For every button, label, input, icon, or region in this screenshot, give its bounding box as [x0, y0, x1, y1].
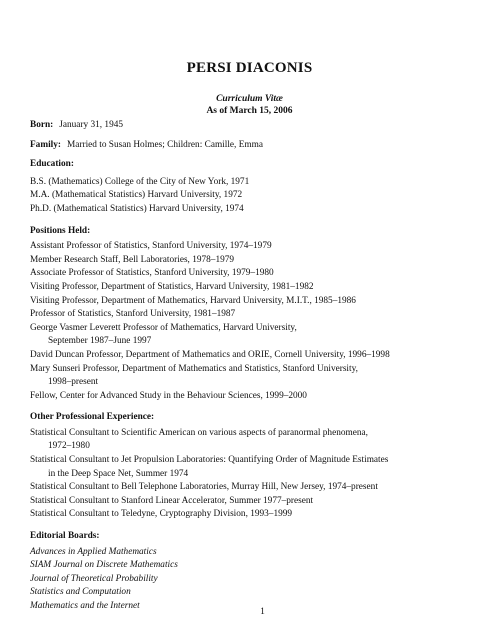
list-item-continuation: September 1987–June 1997 [48, 336, 152, 347]
list-item: Statistical Consultant to Stanford Linear Accelerator, Summer 1977–present [30, 495, 314, 506]
list-item: SIAM Journal on Discrete Mathematics [30, 560, 178, 571]
page-number: 1 [260, 607, 265, 617]
list-item: B.S. (Mathematics) College of the City of New York, 1971 [30, 176, 250, 187]
list-item: Statistical Consultant to Teledyne, Cryptography Division, 1993–1999 [30, 509, 293, 520]
born-line [30, 119, 439, 133]
list-item: Journal of Theoretical Probability [30, 573, 158, 584]
list-item: David Duncan Professor, Department of Mathematics and ORIE, Cornell University, 1996–1998 [30, 349, 390, 360]
list-item: Mathematics and the Internet [30, 601, 140, 611]
family-label: Family: [30, 139, 61, 150]
list-item: Mary Sunseri Professor, Department of Mathematics and Statistics, Stanford University, [30, 363, 358, 374]
editorial-section [30, 530, 439, 614]
list-item: Advances in Applied Mathematics [30, 546, 157, 557]
page-title: PERSI DIACONIS [186, 60, 313, 76]
list-item: Associate Professor of Statistics, Stanford University, 1979–1980 [30, 268, 274, 279]
list-item: Visiting Professor, Department of Statistics, Harvard University, 1981–1982 [30, 281, 314, 292]
other-experience-section [30, 411, 439, 522]
list-item: Statistics and Computation [30, 587, 131, 598]
other-experience-heading: Other Professional Experience: [30, 412, 155, 423]
list-item: Statistical Consultant to Scientific American on various aspects of paranormal phenomena, [30, 427, 368, 438]
as-of-date: As of March 15, 2006 [206, 106, 293, 116]
born-label: Born: [30, 120, 54, 130]
family-value: Married to Susan Holmes; Children: Camille, Emma [66, 139, 263, 150]
family-line [30, 139, 439, 153]
list-item-continuation: 1998–present [48, 377, 99, 388]
positions-heading: Positions Held: [30, 225, 91, 236]
list-item-continuation: in the Deep Space Net, Summer 1974 [48, 468, 189, 479]
education-heading: Education: [30, 159, 74, 170]
list-item: M.A. (Mathematical Statistics) Harvard University, 1972 [30, 190, 243, 201]
subtitle-block [30, 93, 439, 117]
education-section [30, 158, 439, 216]
list-item: Statistical Consultant to Jet Propulsion Laboratories: Quantifying Order of Magnitude Estimates [30, 455, 389, 466]
list-item: Ph.D. (Mathematical Statistics) Harvard University, 1974 [30, 203, 244, 214]
born-value: January 31, 1945 [59, 120, 124, 130]
list-item: Statistical Consultant to Bell Telephone Laboratories, Murray Hill, New Jersey, 1974–present [30, 482, 378, 493]
positions-section [30, 225, 439, 404]
editorial-heading: Editorial Boards: [30, 531, 100, 542]
list-item-continuation: 1972–1980 [48, 441, 90, 452]
list-item: Professor of Statistics, Stanford University, 1981–1987 [30, 309, 236, 320]
cv-label: Curriculum Vitæ [216, 94, 283, 104]
list-item: George Vasmer Leverett Professor of Mathematics, Harvard University, [30, 322, 297, 333]
list-item: Assistant Professor of Statistics, Stanford University, 1974–1979 [30, 241, 272, 252]
list-item: Member Research Staff, Bell Laboratories, 1978–1979 [30, 254, 235, 265]
list-item: Visiting Professor, Department of Mathematics, Harvard University, M.I.T., 1985–1986 [30, 295, 356, 306]
list-item: Fellow, Center for Advanced Study in the Behaviour Sciences, 1999–2000 [30, 390, 307, 401]
